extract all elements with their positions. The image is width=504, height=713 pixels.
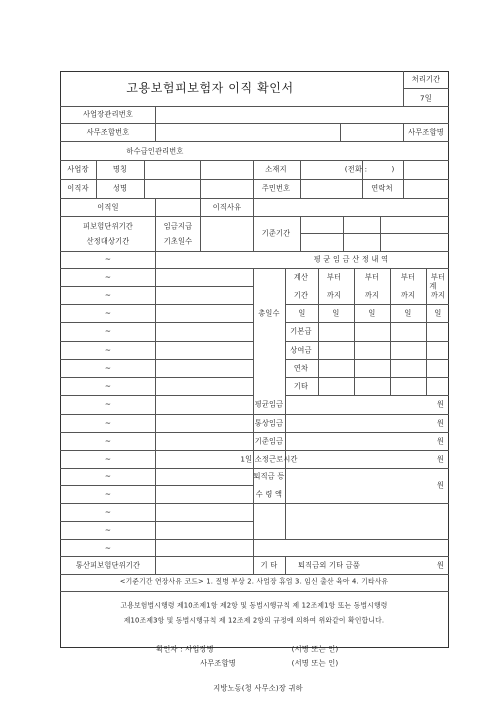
column-divider — [403, 123, 404, 141]
field-label: 이직사유 — [212, 202, 242, 212]
to-label: 까지 — [326, 290, 342, 300]
column-divider — [96, 160, 97, 198]
row-divider — [60, 359, 253, 360]
field-label: 수 령 액 — [255, 489, 283, 499]
row-divider — [60, 468, 253, 469]
column-divider — [354, 268, 355, 395]
field-label: 피보험단위기간 — [82, 221, 134, 231]
phone-close: ) — [391, 164, 395, 174]
period-tilde: ~ — [104, 471, 112, 481]
row-divider — [60, 160, 449, 161]
column-divider — [343, 216, 344, 251]
field-label: 기준임금 — [254, 436, 284, 446]
row-divider — [60, 414, 253, 415]
field-label: 상여금 — [290, 345, 312, 355]
row-divider — [60, 251, 449, 252]
period-tilde: ~ — [104, 543, 112, 553]
row-divider — [60, 198, 449, 199]
row-divider — [253, 450, 449, 451]
field-label: 기준기간 — [261, 228, 291, 238]
period-tilde: ~ — [104, 290, 112, 300]
period-tilde: ~ — [104, 381, 112, 391]
column-divider — [300, 160, 301, 198]
period-tilde: ~ — [104, 454, 112, 464]
column-divider — [200, 198, 201, 216]
row-divider — [60, 216, 449, 217]
period-tilde: ~ — [104, 345, 112, 355]
row-divider — [60, 286, 253, 287]
to-label: 까지 — [400, 290, 416, 300]
row-divider — [253, 539, 449, 540]
column-divider — [426, 268, 427, 395]
row-divider — [60, 539, 253, 540]
row-divider — [285, 395, 449, 396]
field-label: 계산 — [293, 272, 309, 282]
period-tilde: ~ — [104, 272, 112, 282]
field-label: 기간 — [293, 290, 309, 300]
column-divider — [340, 123, 341, 141]
from-label: 부터 — [400, 272, 416, 282]
field-label: 사무조합명 — [408, 127, 444, 137]
column-divider — [200, 216, 201, 251]
field-label: 통산피보험단위기간 — [75, 560, 141, 570]
row-divider — [60, 450, 253, 451]
row-divider — [253, 432, 449, 433]
union-label: 사무조합명 — [200, 658, 236, 668]
field-label: 퇴직금 등 — [253, 471, 285, 481]
column-divider — [253, 216, 254, 251]
period-tilde: ~ — [104, 363, 112, 373]
day-unit: 일 — [368, 308, 376, 318]
period-tilde: ~ — [104, 308, 112, 318]
column-divider — [155, 251, 156, 574]
column-divider — [380, 216, 381, 251]
column-divider — [403, 160, 404, 198]
phone-label: (전화 : — [344, 164, 368, 174]
won-unit: 원 — [436, 560, 444, 570]
day-unit: 일 — [332, 308, 340, 318]
column-divider — [144, 160, 145, 198]
row-divider — [253, 503, 449, 504]
row-divider — [60, 377, 253, 378]
day-unit: 일 — [404, 308, 412, 318]
signature-placeholder: (서명 또는 인) — [291, 658, 339, 668]
row-divider — [285, 377, 449, 378]
field-label: 사무조합번호 — [86, 127, 130, 137]
wage-section-title: 평 균 임 금 산 정 내 역 — [313, 254, 389, 264]
row-divider — [253, 414, 449, 415]
row-divider — [253, 468, 449, 469]
header-divider — [60, 106, 449, 107]
row-divider — [60, 485, 253, 486]
period-tilde: ~ — [104, 326, 112, 336]
won-unit: 원 — [436, 399, 444, 409]
field-label: 통상임금 — [254, 418, 284, 428]
from-label: 부터 — [364, 272, 380, 282]
period-tilde: ~ — [104, 489, 112, 499]
row-divider — [60, 556, 449, 557]
field-label: 하수급인관리번호 — [126, 146, 184, 156]
legal-text: 고용보험법시행령 제10조제1항 제2항 및 동법시행규칙 제 12조제1항 또는 동법시행령 — [120, 601, 388, 610]
row-divider — [60, 179, 449, 180]
field-label: 이직자 — [67, 183, 89, 193]
field-label: 기초일수 — [163, 236, 193, 246]
period-tilde: ~ — [104, 418, 112, 428]
column-divider — [253, 198, 254, 216]
row-divider — [60, 341, 253, 342]
to-label: 까지 — [430, 290, 446, 300]
field-label: 기타 — [293, 381, 309, 391]
row-divider — [403, 88, 449, 89]
processing-period-label: 처리기간 — [411, 74, 441, 84]
row-divider — [60, 521, 253, 522]
period-tilde: ~ — [104, 436, 112, 446]
field-label: 평균임금 — [254, 399, 284, 409]
column-divider — [253, 160, 254, 198]
reason-codes: <기준기간 연장사유 코드> 1. 질병 부상 2. 사업장 휴업 3. 임신 출산 육아 4. 기타사유 — [119, 577, 389, 586]
column-divider — [318, 268, 319, 395]
row-divider — [60, 503, 253, 504]
signature-placeholder: (서명 또는 인) — [291, 644, 339, 654]
field-label: 임금지급 — [163, 221, 193, 231]
column-divider — [285, 395, 286, 539]
row-divider — [60, 395, 253, 396]
won-unit: 원 — [436, 454, 444, 464]
row-divider — [285, 359, 449, 360]
won-unit: 원 — [436, 436, 444, 446]
field-label: 연차 — [293, 363, 309, 373]
won-unit: 원 — [436, 418, 444, 428]
reason-code-divider — [60, 591, 449, 592]
column-divider — [155, 198, 156, 216]
column-divider — [200, 160, 201, 198]
field-label: 성명 — [112, 183, 128, 193]
from-label: 부터 — [326, 272, 342, 282]
row-divider — [60, 123, 449, 124]
processing-period-value: 7일 — [420, 93, 432, 103]
field-label: 기본급 — [290, 326, 312, 336]
field-label: 이직일 — [97, 202, 119, 212]
period-tilde: ~ — [104, 525, 112, 535]
legal-text: 제10조제3항 및 동법시행규칙 제 12조제 2항의 규정에 의하여 위와같이 확인합니다. — [123, 616, 385, 625]
field-label: 주민번호 — [261, 183, 291, 193]
period-tilde: ~ — [104, 399, 112, 409]
field-label: 사업장관리번호 — [82, 109, 134, 119]
row-divider — [285, 341, 449, 342]
row-divider — [60, 304, 253, 305]
column-divider — [300, 216, 301, 251]
row-divider — [60, 432, 253, 433]
row-divider — [300, 233, 449, 234]
field-label: 산정대상기간 — [86, 236, 130, 246]
from-label: 부터 — [430, 272, 446, 282]
field-label: 소재지 — [265, 164, 287, 174]
day-unit: 일 — [434, 308, 442, 318]
field-label: 총일수 — [258, 308, 280, 318]
bottom-divider — [60, 574, 449, 575]
period-tilde: ~ — [104, 254, 112, 264]
column-divider — [155, 216, 156, 251]
column-divider — [390, 268, 391, 395]
column-divider — [155, 106, 156, 141]
period-tilde: ~ — [104, 507, 112, 517]
field-label: 퇴직금외 기타 금품 — [297, 560, 361, 570]
row-divider — [60, 141, 449, 142]
field-label: 1일 소정근로시간 — [240, 454, 298, 464]
row-divider — [285, 322, 449, 323]
field-label: 연락처 — [371, 183, 393, 193]
row-divider — [285, 304, 449, 305]
to-label: 까지 — [364, 290, 380, 300]
total-label: 계 — [429, 281, 437, 291]
confirmer-label: 확인자 : 사업장명 — [156, 644, 214, 654]
day-unit: 일 — [298, 308, 306, 318]
field-label: 사업장 — [67, 164, 89, 174]
field-label: 기 타 — [260, 560, 278, 570]
document-title: 고용보험피보험자 이직 확인서 — [126, 81, 294, 95]
field-label: 명칭 — [112, 164, 128, 174]
column-divider — [285, 556, 286, 574]
addressee: 지방노동(청 사무소)장 귀하 — [213, 683, 303, 693]
column-divider — [285, 268, 286, 395]
row-divider — [60, 322, 253, 323]
won-unit: 원 — [436, 480, 444, 490]
